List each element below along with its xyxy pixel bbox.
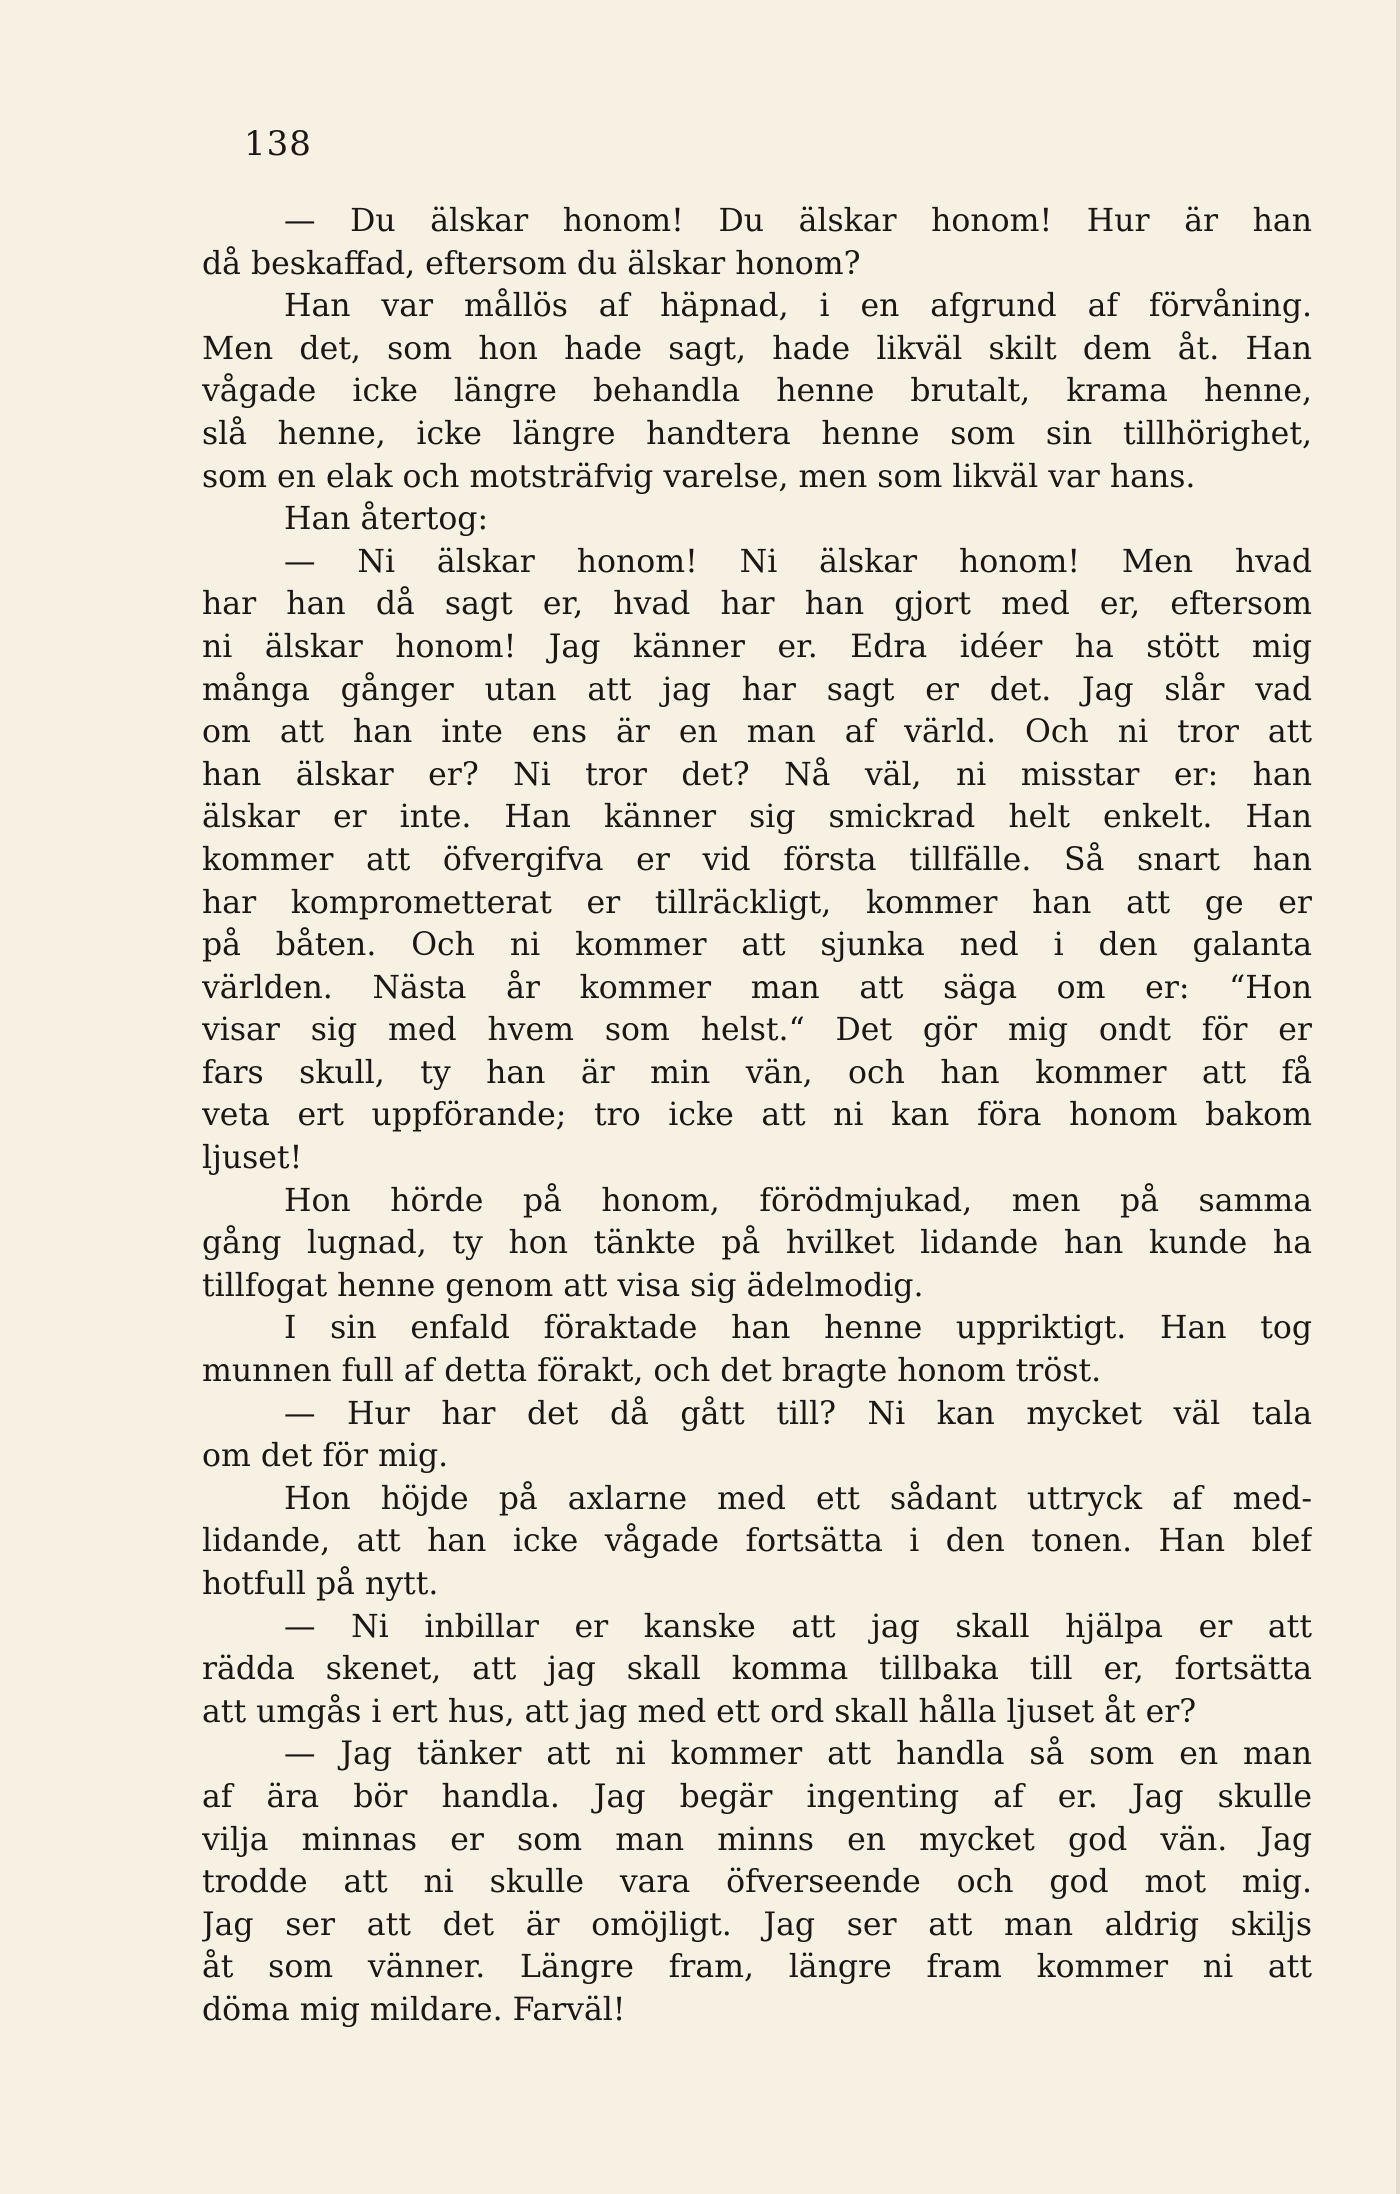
text-line: kommer att öfvergifva er vid första tillfälle. Så snart han: [202, 841, 1312, 878]
text-line: — Jag tänker att ni kommer att handla så som en man: [284, 1736, 1312, 1773]
text-line: många gånger utan att jag har sagt er det. Jag slår vad: [202, 671, 1312, 708]
text-line: Jag ser att det är omöjligt. Jag ser att man aldrig skiljs: [202, 1906, 1312, 1943]
text-line: att umgås i ert hus, att jag med ett ord skall hålla ljuset åt er?: [202, 1693, 1197, 1730]
text-line: — Ni älskar honom! Ni älskar honom! Men hvad: [284, 543, 1312, 580]
text-line: världen. Nästa år kommer man att säga om er: “Hon: [202, 969, 1312, 1006]
text-line: Men det, som hon hade sagt, hade likväl skilt dem åt. Han: [202, 330, 1312, 367]
text-line: om det för mig.: [202, 1438, 449, 1475]
text-line: fars skull, ty han är min vän, och han kommer att få: [202, 1054, 1312, 1091]
text-line: lidande, att han icke vågade fortsätta i den tonen. Han blef: [202, 1523, 1312, 1560]
text-line: visar sig med hvem som helst.“ Det gör mig ondt för er: [202, 1012, 1312, 1049]
text-line: döma mig mildare. Farväl!: [202, 1991, 626, 2028]
text-line: som en elak och motsträfvig varelse, men som likväl var hans.: [202, 458, 1196, 495]
text-line: hotfull på nytt.: [202, 1566, 439, 1602]
page-number: 138: [244, 124, 312, 164]
text-line: veta ert uppförande; tro icke att ni kan föra honom bakom: [202, 1097, 1312, 1134]
text-line: vågade icke längre behandla henne brutalt, krama henne,: [202, 373, 1312, 410]
text-line: om att han inte ens är en man af värld. Och ni tror att: [202, 714, 1312, 751]
text-line: slå henne, icke längre handtera henne som sin tillhörighet,: [202, 415, 1312, 452]
body-text: [202, 200, 1312, 2032]
text-line: rädda skenet, att jag skall komma tillbaka till er, fortsätta: [202, 1651, 1312, 1688]
text-line: I sin enfald föraktade han henne uppriktigt. Han tog: [284, 1310, 1312, 1347]
text-line: då beskaffad, eftersom du älskar honom?: [202, 245, 861, 282]
text-line: Han återtog:: [284, 501, 489, 538]
text-line: har han då sagt er, hvad har han gjort med er, eftersom: [202, 586, 1312, 623]
text-line: Hon höjde på axlarne med ett sådant uttryck af med-: [284, 1480, 1312, 1517]
page-edge-shadow: [1396, 0, 1400, 2194]
text-line: har komprometterat er tillräckligt, kommer han att ge er: [202, 884, 1312, 921]
text-line: Han var mållös af häpnad, i en afgrund af förvåning.: [284, 288, 1312, 325]
text-line: Hon hörde på honom, förödmjukad, men på samma: [284, 1182, 1312, 1219]
text-line: af ära bör handla. Jag begär ingenting af er. Jag skulle: [202, 1778, 1312, 1815]
text-line: munnen full af detta förakt, och det bragte honom tröst.: [202, 1353, 1102, 1390]
text-line: — Hur har det då gått till? Ni kan mycket väl tala: [284, 1395, 1312, 1432]
text-line: gång lugnad, ty hon tänkte på hvilket lidande han kunde ha: [202, 1225, 1312, 1262]
text-line: — Du älskar honom! Du älskar honom! Hur är han: [284, 203, 1312, 239]
text-line: åt som vänner. Längre fram, längre fram kommer ni att: [202, 1949, 1312, 1986]
text-line: ni älskar honom! Jag känner er. Edra idéer ha stött mig: [202, 628, 1312, 665]
text-line: på båten. Och ni kommer att sjunka ned i den galanta: [202, 927, 1312, 964]
text-line: trodde att ni skulle vara öfverseende och god mot mig.: [202, 1864, 1312, 1901]
text-line: vilja minnas er som man minns en mycket god vän. Jag: [202, 1821, 1312, 1858]
text-line: — Ni inbillar er kanske att jag skall hjälpa er att: [284, 1608, 1312, 1645]
text-line: älskar er inte. Han känner sig smickrad helt enkelt. Han: [202, 799, 1312, 836]
text-line: ljuset!: [202, 1140, 303, 1177]
text-line: tillfogat henne genom att visa sig ädelmodig.: [202, 1267, 924, 1304]
text-line: han älskar er? Ni tror det? Nå väl, ni misstar er: han: [202, 756, 1312, 793]
